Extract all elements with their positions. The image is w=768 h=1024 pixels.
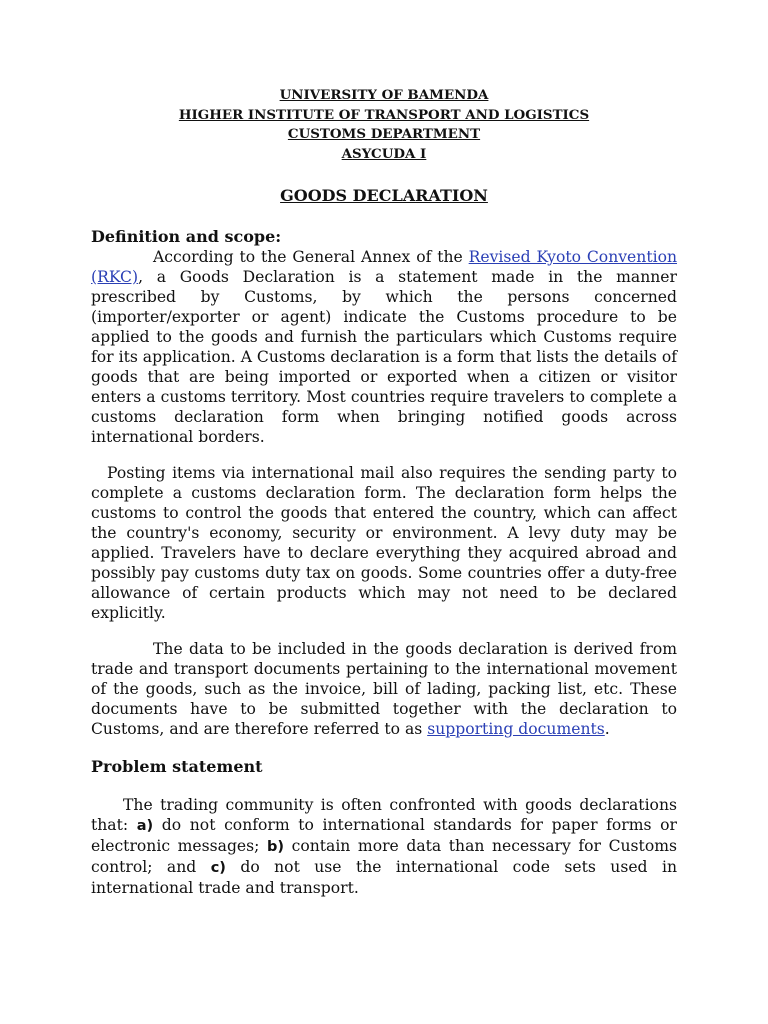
header-department: CUSTOMS DEPARTMENT <box>287 126 481 142</box>
document-title: GOODS DECLARATION <box>280 186 488 205</box>
document-page <box>91 86 677 898</box>
section-heading-definition: Definition and scope: <box>91 227 282 246</box>
paragraph-supporting-documents <box>91 639 677 739</box>
paragraph-definition <box>91 247 677 447</box>
paragraph-text: do not conform to international standards for paper forms or electronic messages; <box>91 816 677 855</box>
list-marker-a: a) <box>136 818 154 834</box>
paragraph-text: do not use the international code sets used in international trade and transport. <box>91 858 677 897</box>
paragraph-problem-statement <box>91 795 677 898</box>
list-marker-c: c) <box>210 860 226 876</box>
section-heading-problem-statement: Problem statement <box>91 757 263 776</box>
header-course: ASYCUDA I <box>341 145 427 162</box>
document-header <box>91 86 677 164</box>
link-supporting-documents[interactable]: supporting documents <box>427 720 605 738</box>
paragraph-text: The data to be included in the goods declaration is derived from trade and transport documents pertaining to the international movement of the goods, such as the invoice, bill of lading, packing list, etc. These documents have to be submitted together with the declaration to Customs, and are therefore referred to as <box>91 640 677 738</box>
paragraph-text: According to the General Annex of the <box>153 248 469 266</box>
paragraph-postal: Posting items via international mail also requires the sending party to complete a customs declaration form. The declaration form helps the customs to control the goods that entered the country, which can affect the country's economy, security or environment. A levy duty may be applied. Travelers have to declare everything they acquired abroad and possibly pay customs duty tax on goods. Some countries offer a duty-free allowance of certain products which may not need to be declared explicitly. <box>91 464 677 622</box>
paragraph-text: The trading community is often confronted with goods declarations that: <box>91 796 677 834</box>
header-institute: HIGHER INSTITUTE OF TRANSPORT AND LOGISTICS <box>178 106 590 123</box>
header-university: UNIVERSITY OF BAMENDA <box>279 87 489 103</box>
paragraph-text: , a Goods Declaration is a statement made in the manner prescribed by Customs, by which the persons concerned (importer/exporter or agent) indicate the Customs procedure to be applied to the goods and furnish the particulars which Customs require for its application. A Customs declaration is a form that lists the details of goods that are being imported or exported when a citizen or visitor enters a customs territory. Most countries require travelers to complete a customs declaration form when bringing notified goods across international borders. <box>91 268 677 446</box>
paragraph-text: . <box>604 720 610 738</box>
link-revised-kyoto-convention[interactable]: Revised Kyoto Convention (RKC) <box>91 248 677 286</box>
paragraph-text: contain more data than necessary for Customs control; and <box>91 837 678 876</box>
list-marker-b: b) <box>267 839 285 855</box>
